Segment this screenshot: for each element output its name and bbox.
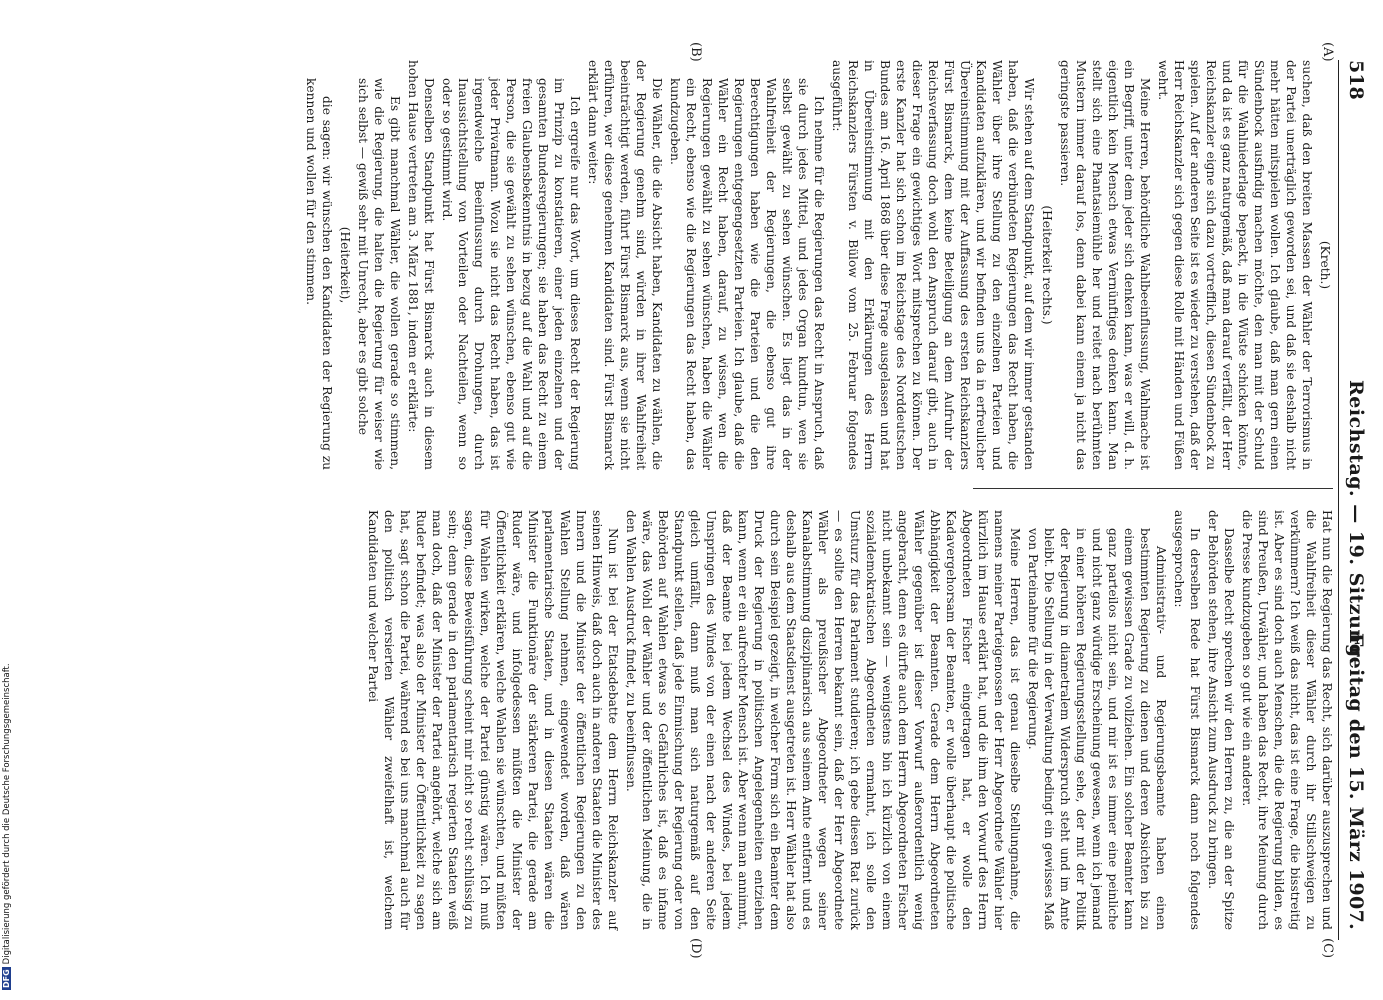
column-divider (973, 488, 1333, 489)
dfg-logo: DFG (2, 969, 11, 988)
margin-marker-d: (D) (688, 938, 703, 959)
paragraph: Denselben Standpunkt hat Fürst Bismarck auch in diesem hohen Hause vertreten am 3. März 1881, indem er erklärte: (406, 60, 436, 470)
page-header (1338, 60, 1369, 940)
paragraph: Nun ist bei der Etatsdebatte dem Herrn Reichskanzler auf seinen Hinweis, daß doch auch in anderen Staaten die Minister des Innern und die Minister der öffentlichen Regierungen zu den Wahlen Stellung nehmen, eingewendet worden, daß wären parlamentarische Staaten, und in diesen Staaten wären die Minister die Funktionäre der stärkeren Partei, die gerade am Ruder wäre, und infolgedessen müßten die Minister der Öffentlichkeit erklären, welche Wahlen sie wünschten, und müßten für Wahlen wirken, welche der Partei günstig wären. Ich muß sagen, diese Beweisführung scheint mir nicht so recht schlüssig zu sein; denn gerade in den parlamentarisch regierten Staaten weiß man doch, daß der Minister der Partei angehört, welche sich am Ruder befindet; was also der Minister der Öffentlichkeit zu sagen hat, sagt schon die Partei, während es bei uns manchmal auch für den politisch versierten Wähler zweifelhaft ist, welchem Kandidaten und welcher Partei (366, 510, 620, 930)
interjection: (Heiterkeit), (338, 226, 352, 304)
interjection: (Kreth.) (1318, 240, 1332, 290)
paragraph: Meine Herren, das ist genau dieselbe Stellungnahme, die namens meiner Parteigenossen der Herr Abgeordnete Wähler hier kürzlich im Hause erklärt hat, und die ihm den Vorwurf des Herrn Abgeordneten Fischer eingetragen hat, er wolle den Kadavergehorsam der Beamten, er wolle überhaupt die politische Abhängigkeit der Beamten. Gerade dem Herrn Abgeordneten Wähler gegenüber ist dieser Vorwurf außerordentlich wenig angebracht, denn es dürfte auch dem Herrn Abgeordneten Fischer nicht unbekannt sein — wenigstens bin ich kürzlich von einem sozialdemokratischen Abgeordneten ermahnt, ich solle den Umsturz für das Parlament studieren; ich gebe diesen Rat zurück — es sollte den Herren bekannt sein, daß der Herr Abgeordnete Wähler als preußischer Abgeordneter wegen seiner Kanalabstimmung disziplinarisch aus seinem Amte entfernt und es deshalb aus dem Staatsdienst ausgetreten ist. Herr Wähler hat also durch sein Beispiel gezeigt, in welcher Form sich ein Beamter dem Druck der Regierung in politischen Angelegenheiten entziehen kann, wenn er ein aufrechter Mensch ist. Aber wenn man annimmt, daß der Beamte bei jedem Wechsel des Windes, bei jedem Umspringen des Windes von der einen nach der anderen Seite gleich umfällt, dann muß man sich naturgemäß auf den Standpunkt stellen, daß jede Einmischung der Regierung oder von Behörden auf Wahlen etwas so Gefährliches ist, daß es infame wäre, das Wohl der Wähler und der öffentlichen Meinung, die in den Wahlen Ausdruck findet, zu beeinflussen. (624, 510, 1022, 930)
footer-text: Digitalisierung gefördert durch die Deutsche Forschungsgemeinschaft. (2, 663, 12, 965)
paragraph: die sagen: wir wünschen den Kandidaten der Regierung zu kennen und wollen für den stimmen. (304, 78, 334, 470)
paragraph: Ich nehme für die Regierungen das Recht in Anspruch, daß sie durch jedes Mittel, und jedes Organ kundtun, wen sie selbst gewählt zu sehen wünschen. Es liegt das in der Wahlfreiheit der Regierungen, die ebenso gut ihre Berechtigungen haben wie die Parteien und die den Regierungen entgegengesetzten Parteien. Ich glaube, daß die Wähler ein Recht haben, darauf, zu wissen, wen die Regierungen gewählt zu sehen wünschen, haben die Wähler ein Recht, ebenso wie die Regierungen das Recht haben, das kundzugeben. (668, 78, 826, 470)
margin-marker-a: (A) (1320, 42, 1335, 62)
paragraph: Administrativ- und Regierungsbeamte haben einen bestimmten Regierung zu dienen und deren Absichten bis zu einem gewissen Grade zu vollziehen. Ein solcher Beamter kann ganz parteilos nicht sein, und mir ist es immer eine peinliche und nicht ganz würdige Erscheinung gewesen, wenn ich jemand in einer höheren Regierungsstellung sehe, der mit der Politik der Regierung in diametralem Widerspruch steht und im Amte bleibt. Die Stellung in der Verwaltung bedingt ein gewisses Maß von Parteinahme für die Regierung. (1026, 528, 1168, 930)
footer (2, 550, 14, 990)
margin-marker-b: (B) (688, 42, 703, 62)
paragraph: Wir stehen auf dem Standpunkt, auf dem wir immer gestanden haben, daß die verbündeten Regierungen das Recht haben, die Wähler über ihre Stellung zu den einzelnen Parteien und Kandidaten aufzuklären, und wir befinden uns da in erfreulicher Übereinstimmung mit der Auffassung des ersten Reichskanzlers Fürst Bismarck, dem keine Beteiligung an dem Aufruhr der Reichsverfassung doch wohl den Anspruch darauf gibt, auch in dieser Frage ein gewichtiges Wort mitsprechen zu können. Der erste Kanzler hat sich schon im Reichstage des Norddeutschen Bundes am 16. April 1868 über diese Frage ausgelassen und hat in Übereinstimmung mit den Erklärungen des Herrn Reichskanzlers Fürsten v. Bülow vom 25. Februar folgendes ausgeführt: (830, 60, 1036, 470)
left-column (20, 60, 1335, 470)
page-number: 518 (1345, 60, 1367, 100)
paragraph: Dasselbe Recht sprechen wir den Herren zu, die an der Spitze der Behörden stehen, ihre Ansicht zum Ausdruck zu bringen. (1206, 510, 1236, 930)
paragraph: Meine Herren, behördliche Wahlbeeinflussung, Wahlmache ist ein Begriff, unter dem jeder sich denken kann, was er will, d. h. eigentlich kein Mensch etwas Vernünftiges denken kann. Man stellt sich eine Phantasiemühle her und reitet nach berühmten Mustern immer darauf los, denn dabei kann einem ja nicht das geringste passieren. (1058, 60, 1152, 470)
paragraph: suchen, daß den breiten Massen der Wähler der Terrorismus in der Partei unerträglich geworden sei, und daß sie deshalb nicht mehr hätten mitspielen wollen. Ich glaube, daß man gern einen Sündenbock ausfindig machen möchte, den man mit der Schuld für die Wahlniederlage bepackt, in die Wüste schicken könnte, und da ist es ganz naturgemäß, daß man darauf verfällt, der Herr Reichskanzler eigne sich dazu vortrefflich, diesen Sündenbock zu spielen. Auf der anderen Seite ist es wieder zu verstehen, daß der Herr Reichskanzler sich gegen diese Rolle mit Händen und Füßen wehrt. (1156, 60, 1314, 471)
paragraph: Hat nun die Regierung das Recht, sich darüber auszusprechen und die Wahlfreiheit dieser Wähler durch ihr Stillschweigen zu verkümmern? Ich weiß das nicht, das ist eine Frage, die bisstreitig ist. Aber es sind doch auch Menschen, die die Regierung bilden, es sind Preußen, Urwähler, und haben das Recht, ihre Meinung durch die Presse kundzugeben so gut wie ein anderer. (1240, 510, 1334, 930)
paragraph: In derselben Rede hat Fürst Bismarck dann noch folgendes ausgesprochen: (1172, 510, 1202, 930)
session-title: Reichstag. — 19. Sitzung. (1345, 380, 1367, 665)
paragraph: Ich ergreife nur das Wort, um dieses Recht der Regierung im Prinzip zu konstatieren, einer jeden einzelnen und der gesamten Bundesregierungen; sie haben das Recht zu einem freien Glaubensbekenntnis in bezug auf die Wahl und auf die Person, die sie gewählt zu sehen wünschen, ebenso gut wie jeder Privatmann. Wozu sie nicht das Recht haben, das ist irgendwelche Beeinflussung durch Drohungen, durch Inaussichtstellung von Vorteilen oder Nachteilen, wenn so oder so gestimmt wird. (440, 78, 582, 470)
interjection: (Heiterkeit rechts.) (1040, 205, 1054, 325)
paragraph: Es gibt manchmal Wähler, die wollen gerade so stimmen, wie die Regierung, die halten die Regierung für weiser wie sich selbst — gewiß sehr mit Unrecht, aber es gibt solche (356, 78, 402, 470)
paragraph: Die Wähler, die die Absicht haben, Kandidaten zu wählen, die der Regierung genehm sind, würden in ihrer Wahlfreiheit beeinträchtigt werden, führt Fürst Bismarck aus, wenn sie nicht erführen, wer diese genehmen Kandidaten sind. Fürst Bismarck erklärt dann weiter: (586, 60, 664, 470)
right-column (20, 510, 1335, 930)
session-date: Freitag den 15. März 1907. (1345, 633, 1367, 930)
margin-marker-c: (C) (1320, 938, 1335, 959)
